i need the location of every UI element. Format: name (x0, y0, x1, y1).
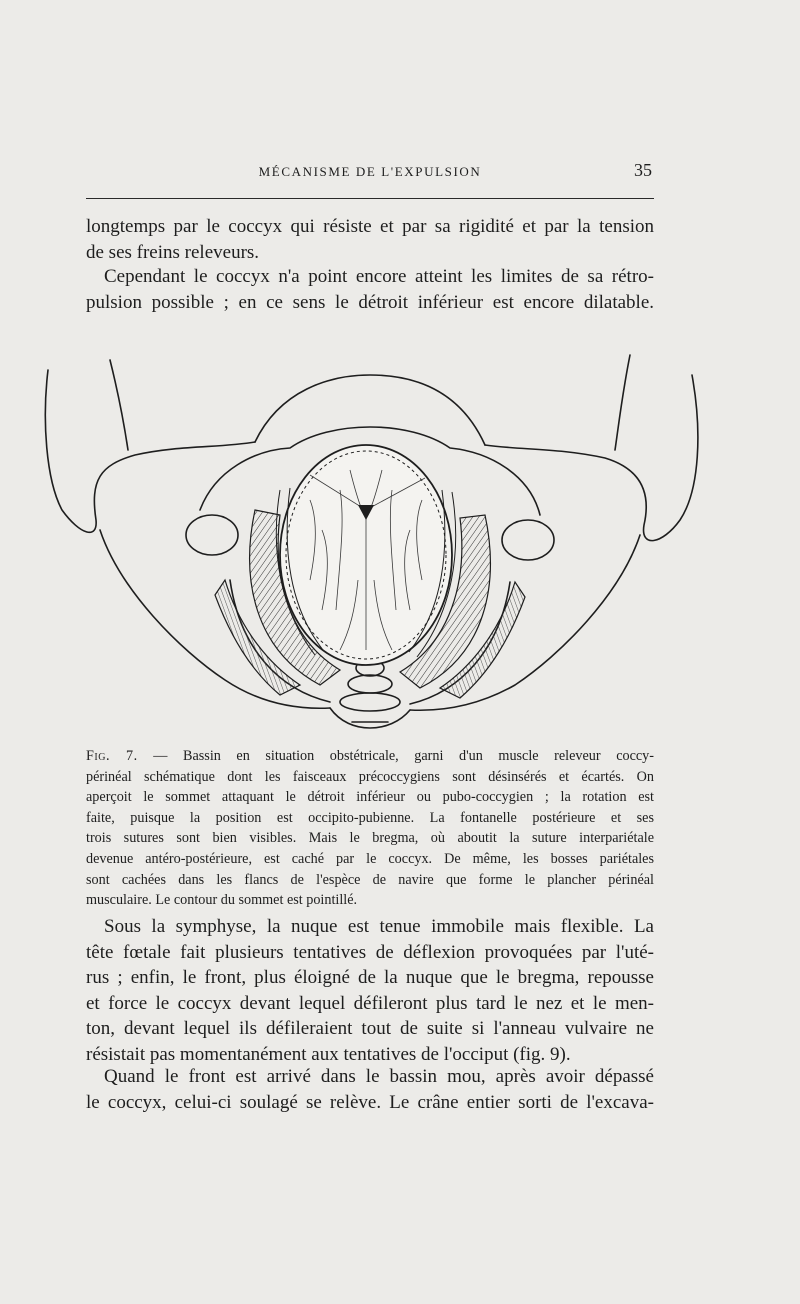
running-head (86, 160, 654, 186)
page-number: 35 (634, 160, 652, 180)
text-line: Cependant le coccyx n'a point encore atteint les limites de sa rétro- (104, 266, 654, 287)
caption-line: musculaire. Le contour du sommet est pointillé. (86, 892, 358, 909)
caption-line: trois sutures sont bien visibles. Mais le bregma, où aboutit la suture interpariétale (86, 830, 654, 847)
caption-line: devenue antéro-postérieure, est caché par le coccyx. De même, les bosses pariétales (86, 850, 654, 867)
caption-line-text: — Bassin en situation obstétricale, garni d'un muscle releveur coccy- (137, 748, 654, 764)
caption-line (86, 746, 654, 767)
caption-line: sont cachées dans les flancs de l'espèce de navire que forme le plancher périnéal (86, 871, 654, 888)
header-rule (86, 198, 654, 199)
text-line: rus ; enfin, le front, plus éloigné de la nuque que le bregma, repousse (86, 967, 654, 988)
figure-caption (86, 746, 654, 911)
text-line: Sous la symphyse, la nuque est tenue immobile mais flexible. La (104, 916, 654, 937)
text-line: longtemps par le coccyx qui résiste et par sa rigidité et par la tension (86, 216, 654, 237)
text-line: ton, devant lequel ils défileraient tout de suite si l'anneau vulvaire ne (86, 1018, 654, 1039)
paragraph-2 (86, 264, 654, 315)
caption-line: faite, puisque la position est occipito-pubienne. La fontanelle postérieure et ses (86, 809, 654, 826)
text-line: tête fœtale fait plusieurs tentatives de déflexion provoquées par l'uté- (86, 941, 654, 963)
paragraph-4 (86, 1064, 654, 1115)
paragraph-1 (86, 214, 654, 265)
text-line: Quand le front est arrivé dans le bassin mou, après avoir dépassé (104, 1066, 654, 1087)
running-title: MÉCANISME DE L'EXPULSION (258, 164, 482, 179)
caption-line: périnéal schématique dont les faisceaux précoccygiens sont désinsérés et écartés. On (86, 768, 654, 785)
paragraph-3 (86, 914, 654, 1067)
text-line: et force le coccyx devant lequel défileront plus tard le nez et le men- (86, 992, 654, 1014)
pelvis-illustration (40, 350, 710, 740)
caption-line: aperçoit le sommet attaquant le détroit inférieur ou pubo-coccygien ; la rotation est (86, 789, 654, 806)
text-line: de ses freins releveurs. (86, 241, 260, 263)
text-line: pulsion possible ; en ce sens le détroit inférieur est encore dilatable. (86, 291, 654, 313)
figure-label: Fig. 7. (86, 748, 138, 764)
text-line: résistait pas momentanément aux tentatives de l'occiput (fig. 9). (86, 1043, 571, 1065)
text-line: le coccyx, celui-ci soulagé se relève. Le crâne entier sorti de l'excava- (86, 1091, 654, 1113)
